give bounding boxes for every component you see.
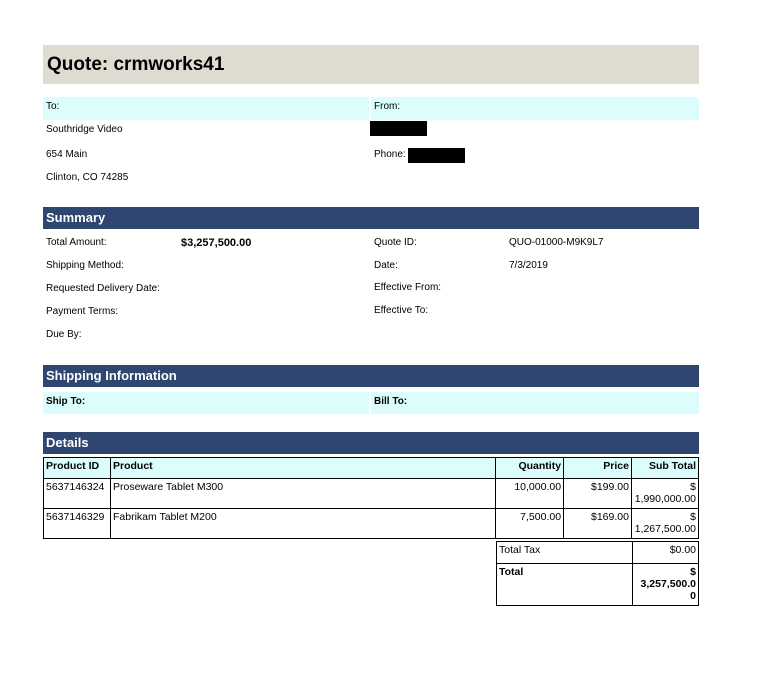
total-tax-value: $0.00 [633,542,699,564]
to-name: Southridge Video [46,124,123,135]
col-product-id: Product ID [44,458,111,479]
price: $169.00 [564,509,632,539]
price: $199.00 [564,479,632,509]
redacted-phone [408,148,465,163]
shipping-heading: Shipping Information [43,365,699,387]
to-street: 654 Main [46,149,88,160]
col-product: Product [110,458,495,479]
col-subtotal: Sub Total [631,458,698,479]
date-label: Date: [374,260,398,271]
effective-to-label: Effective To: [374,305,429,316]
subtotal-value: 1,990,000.00 [634,493,696,505]
product-id: 5637146324 [44,479,111,509]
phone-label: Phone: [374,149,406,160]
quote-id-value: QUO-01000-M9K9L7 [509,237,604,248]
redacted-from-name [370,121,427,136]
total-amount-value: $3,257,500.00 [181,237,252,249]
due-by-label: Due By: [46,329,82,340]
payment-terms-label: Payment Terms: [46,306,119,317]
subtotal-value: 1,267,500.00 [634,523,696,535]
totals-table [496,541,699,606]
summary-heading: Summary [43,207,699,229]
details-heading: Details [43,432,699,454]
quantity: 7,500.00 [496,509,564,539]
table-row [44,479,699,509]
from-header: From: [371,97,699,120]
ship-to-label: Ship To: [43,392,369,414]
shipping-method-label: Shipping Method: [46,260,124,271]
subtotal-currency: $ [690,481,696,493]
product-name: Proseware Tablet M300 [110,479,495,509]
total-amount-label: Total Amount: [46,237,107,248]
total-value-main: 3,257,500.0 [640,578,696,590]
product-name: Fabrikam Tablet M200 [110,509,495,539]
quote-id-label: Quote ID: [374,237,417,248]
total-tax-label: Total Tax [497,542,633,564]
total-value-wrap: 0 [690,590,696,602]
to-city: Clinton, CO 74285 [46,172,129,183]
effective-from-label: Effective From: [374,282,442,293]
subtotal [631,479,698,509]
bill-to-label: Bill To: [371,392,699,414]
total-label: Total [497,564,633,606]
date-value: 7/3/2019 [509,260,548,271]
total-currency: $ [690,566,696,578]
col-price: Price [564,458,632,479]
total-value [633,564,699,606]
table-row [44,509,699,539]
details-table [43,457,699,539]
page-title: Quote: crmworks41 [43,45,699,84]
requested-delivery-label: Requested Delivery Date: [46,283,160,294]
col-quantity: Quantity [496,458,564,479]
subtotal-currency: $ [690,511,696,523]
product-id: 5637146329 [44,509,111,539]
to-header: To: [43,97,369,120]
subtotal [631,509,698,539]
quantity: 10,000.00 [496,479,564,509]
